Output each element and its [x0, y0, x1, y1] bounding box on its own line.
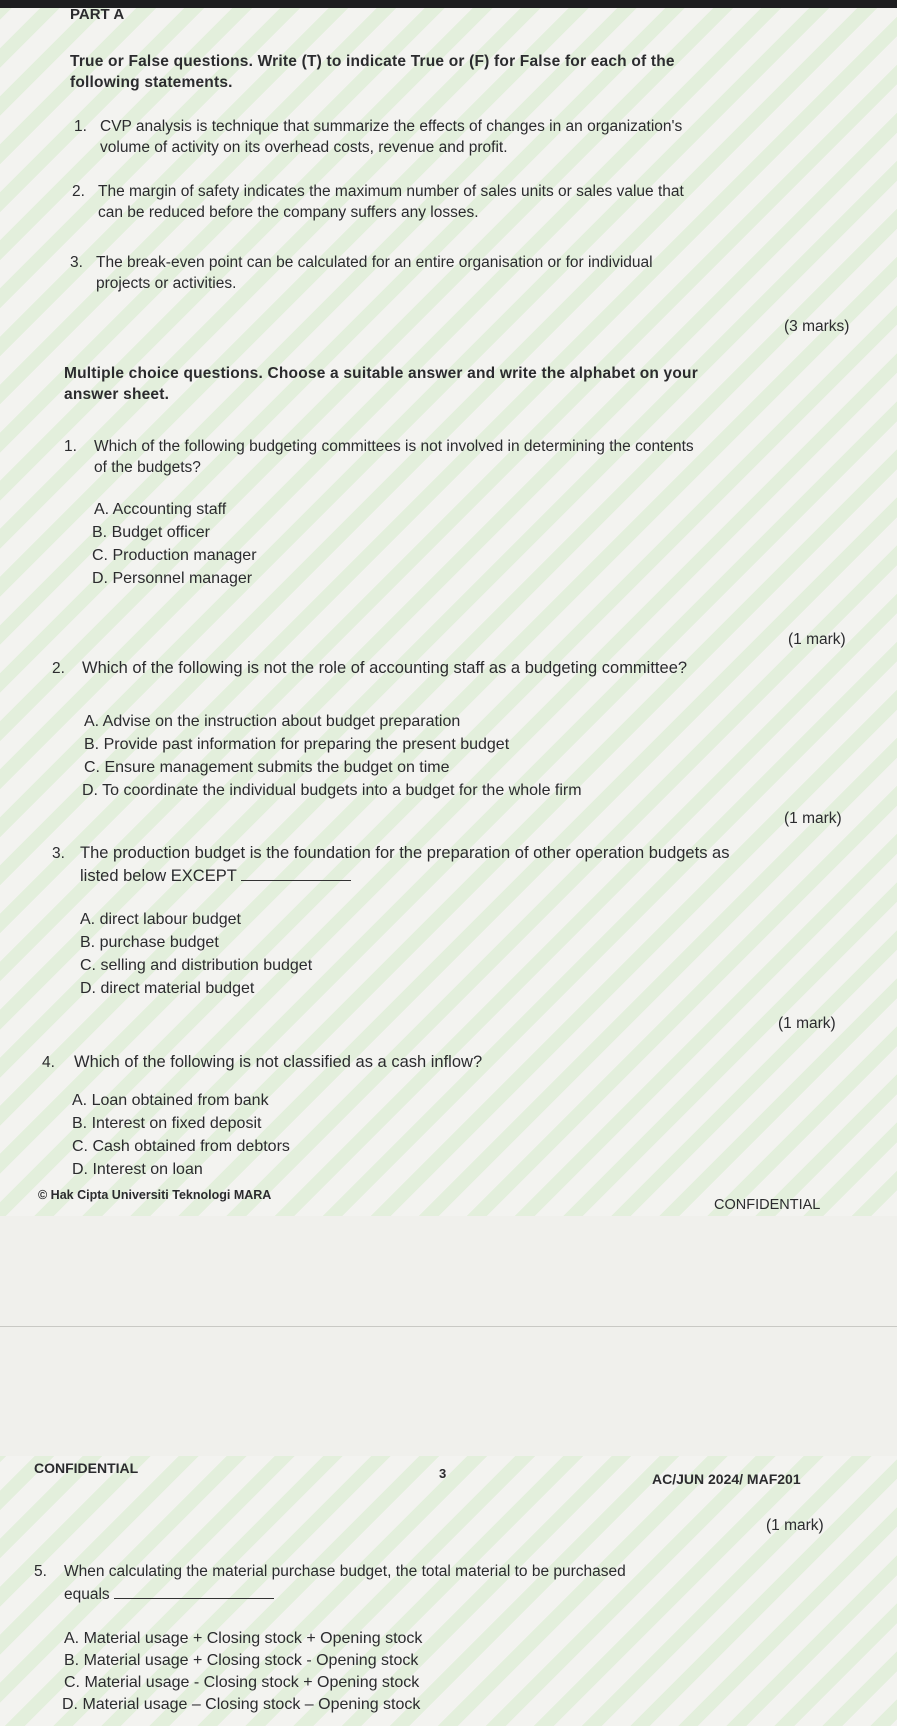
tf-item-number: 1.	[74, 118, 87, 135]
tf-item-text: projects or activities.	[96, 275, 237, 292]
answer-option: B. Material usage + Closing stock - Opening stock	[64, 1652, 419, 1669]
question-marks: (1 mark)	[784, 810, 842, 827]
answer-option: A. Advise on the instruction about budget preparation	[84, 713, 461, 730]
answer-option: B. purchase budget	[80, 934, 219, 951]
question-number: 5.	[34, 1563, 47, 1580]
tf-item-number: 2.	[72, 183, 85, 200]
question-text: of the budgets?	[94, 459, 201, 476]
answer-option: C. Cash obtained from debtors	[72, 1138, 290, 1155]
confidential-footer: CONFIDENTIAL	[714, 1197, 821, 1213]
tf-item-text: The margin of safety indicates the maximum number of sales units or sales value that	[98, 183, 684, 200]
tf-instruction-line2: following statements.	[70, 74, 233, 91]
tf-item-text: The break-even point can be calculated for an entire organisation or for individual	[96, 254, 653, 271]
top-dark-edge	[0, 0, 897, 8]
copyright-notice: © Hak Cipta Universiti Teknologi MARA	[38, 1188, 272, 1202]
question-text: When calculating the material purchase budget, the total material to be purchased	[64, 1563, 626, 1580]
part-label: PART A	[70, 6, 125, 23]
answer-option: D. Material usage – Closing stock – Opening stock	[62, 1696, 421, 1713]
question-number: 1.	[64, 438, 77, 455]
answer-option: D. Interest on loan	[72, 1161, 203, 1178]
question-text-except	[80, 864, 351, 887]
mcq-instruction-line1: Multiple choice questions. Choose a suitable answer and write the alphabet on your	[64, 365, 698, 382]
tf-instruction-line1: True or False questions. Write (T) to indicate True or (F) for False for each of the	[70, 53, 675, 70]
question-number: 3.	[52, 845, 65, 862]
tf-item-text: volume of activity on its overhead costs, revenue and profit.	[100, 139, 508, 156]
tf-item-text: CVP analysis is technique that summarize the effects of changes in an organization's	[100, 118, 683, 135]
question-text: Which of the following budgeting committees is not involved in determining the contents	[94, 438, 694, 455]
question-text: The production budget is the foundation for the preparation of other operation budgets as	[80, 844, 730, 862]
question-text: Which of the following is not classified as a cash inflow?	[74, 1053, 483, 1071]
answer-option: D. Personnel manager	[92, 570, 253, 587]
question-text: equals	[64, 1586, 110, 1603]
tf-item-number: 3.	[70, 254, 83, 271]
page-header-confidential: CONFIDENTIAL	[34, 1460, 139, 1476]
answer-option: B. Provide past information for preparing the present budget	[84, 736, 510, 753]
question-text: Which of the following is not the role of accounting staff as a budgeting committee?	[82, 659, 688, 677]
answer-option: C. Ensure management submits the budget on time	[84, 759, 450, 776]
answer-option: A. Accounting staff	[94, 501, 227, 518]
answer-option: D. direct material budget	[80, 980, 255, 997]
answer-option: C. selling and distribution budget	[80, 957, 313, 974]
answer-option: A. Material usage + Closing stock + Opening stock	[64, 1630, 423, 1647]
question-marks: (1 mark)	[766, 1517, 824, 1534]
question-marks: (1 mark)	[788, 631, 846, 648]
question-marks: (1 mark)	[778, 1015, 836, 1032]
page-header-code: AC/JUN 2024/ MAF201	[652, 1471, 801, 1487]
answer-blank	[114, 1582, 274, 1599]
answer-option: C. Material usage - Closing stock + Opening stock	[64, 1674, 420, 1691]
question-text: listed below EXCEPT	[80, 867, 237, 885]
mcq-instruction-line2: answer sheet.	[64, 386, 170, 403]
tf-marks: (3 marks)	[784, 318, 850, 335]
answer-option: A. direct labour budget	[80, 911, 241, 928]
tf-item-text: can be reduced before the company suffers any losses.	[98, 204, 479, 221]
answer-option: C. Production manager	[92, 547, 257, 564]
question-text-equals	[64, 1582, 274, 1605]
answer-option: A. Loan obtained from bank	[72, 1092, 269, 1109]
page-gap	[0, 1216, 897, 1456]
answer-blank	[241, 864, 351, 881]
question-number: 2.	[52, 660, 65, 677]
answer-option: B. Interest on fixed deposit	[72, 1115, 262, 1132]
page-divider	[0, 1326, 897, 1327]
answer-option: D. To coordinate the individual budgets into a budget for the whole firm	[82, 782, 582, 799]
page-number: 3	[439, 1466, 447, 1481]
question-number: 4.	[42, 1054, 55, 1071]
answer-option: B. Budget officer	[92, 524, 210, 541]
